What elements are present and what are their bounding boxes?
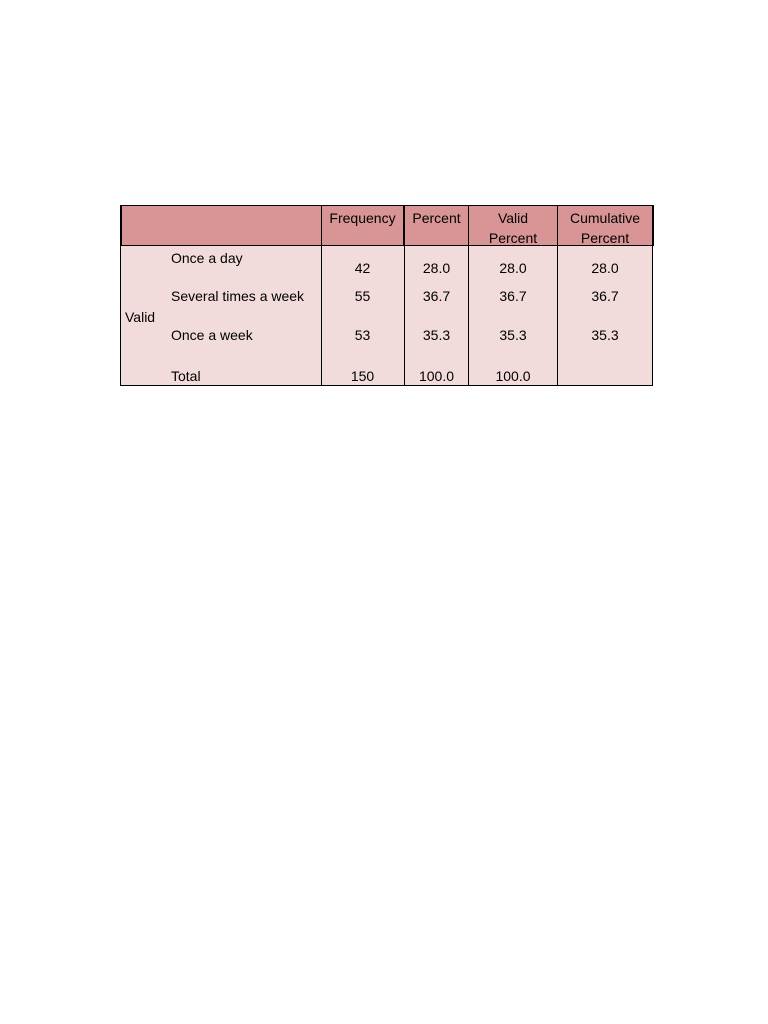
frequency-table (120, 205, 653, 386)
row-percent: 100.0 (418, 368, 455, 384)
row-valid-percent: 100.0 (495, 368, 531, 384)
row-frequency: 42 (354, 260, 371, 276)
row-valid-percent: 35.3 (499, 327, 527, 343)
row-valid-percent: 36.7 (499, 288, 527, 304)
row-label: Once a day (171, 250, 243, 266)
row-percent: 28.0 (422, 260, 451, 276)
row-percent: 35.3 (422, 327, 451, 343)
header-right-border (652, 205, 654, 246)
header-valid-percent-line1: Valid (497, 210, 529, 226)
row-frequency: 53 (354, 327, 371, 343)
header-valid-percent-line2: Percent (488, 230, 538, 246)
row-cumulative-percent: 35.3 (591, 327, 619, 343)
row-cumulative-percent: 28.0 (591, 260, 619, 276)
row-valid-percent: 28.0 (499, 260, 527, 276)
row-label: Several times a week (171, 288, 305, 304)
header-percent: Percent (412, 210, 461, 226)
row-label: Once a week (171, 327, 253, 343)
header-frequency: Frequency (329, 210, 396, 226)
header-cumulative-percent-line2: Percent (580, 230, 630, 246)
row-frequency: 150 (350, 368, 375, 384)
row-cumulative-percent: 36.7 (591, 288, 619, 304)
header-cumulative-percent-line1: Cumulative (569, 210, 641, 226)
header-left-border (120, 205, 122, 246)
row-frequency: 55 (354, 288, 371, 304)
row-percent: 36.7 (422, 288, 451, 304)
row-label-total: Total (171, 368, 201, 384)
group-label-valid: Valid (125, 309, 156, 325)
